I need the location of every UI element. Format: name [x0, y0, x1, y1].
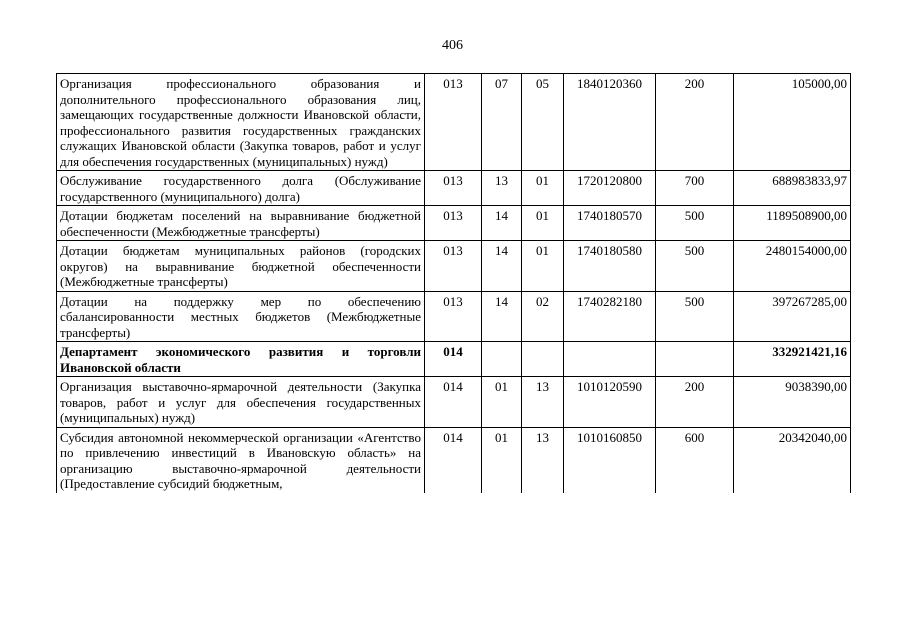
expense-name: Дотации на поддержку мер по обеспечению сбалансированности местных бюджетов (Межбюджетные трансферты): [57, 291, 425, 342]
section-code: 14: [482, 241, 522, 292]
expense-type-code: 600: [656, 427, 734, 493]
ministry-code: 013: [425, 241, 482, 292]
expense-name: Организация профессионального образования и дополнительного профессионального образования лиц, замещающих государственные должности Ивановской области, профессионального развития государственных гражданских служащих Ивановской области (Закупка товаров, работ и услуг для обеспечения государственных (муниципальных) нужд): [57, 74, 425, 171]
ministry-code: 013: [425, 74, 482, 171]
expense-type-code: 200: [656, 74, 734, 171]
expense-type-code: 500: [656, 241, 734, 292]
department-row: [57, 342, 851, 377]
target-code: 1840120360: [564, 74, 656, 171]
section-code: 14: [482, 206, 522, 241]
table-row: [57, 171, 851, 206]
amount: 9038390,00: [734, 377, 851, 428]
expense-type-code: 700: [656, 171, 734, 206]
amount: 1189508900,00: [734, 206, 851, 241]
amount: 20342040,00: [734, 427, 851, 493]
amount: 397267285,00: [734, 291, 851, 342]
subsection-code: 13: [522, 377, 564, 428]
section-code: 01: [482, 377, 522, 428]
amount: 2480154000,00: [734, 241, 851, 292]
amount: 688983833,97: [734, 171, 851, 206]
expense-name: Дотации бюджетам поселений на выравнивание бюджетной обеспеченности (Межбюджетные трансферты): [57, 206, 425, 241]
ministry-code: 014: [425, 377, 482, 428]
target-code: 1740180570: [564, 206, 656, 241]
department-name: Департамент экономического развития и торговли Ивановской области: [57, 342, 425, 377]
target-code: 1720120800: [564, 171, 656, 206]
department-total-amount: 332921421,16: [734, 342, 851, 377]
ministry-code: 013: [425, 206, 482, 241]
expense-name: Субсидия автономной некоммерческой организации «Агентство по привлечению инвестиций в Ивановскую область» на организацию выставочно-ярмарочной деятельности (Предоставление субсидий бюджетным,: [57, 427, 425, 493]
expense-type-code: 500: [656, 291, 734, 342]
expense-type-code: 500: [656, 206, 734, 241]
ministry-code: 014: [425, 427, 482, 493]
table-row: [57, 291, 851, 342]
section-code: 13: [482, 171, 522, 206]
target-code: 1010120590: [564, 377, 656, 428]
section-code: 07: [482, 74, 522, 171]
section-code: [482, 342, 522, 377]
section-code: 01: [482, 427, 522, 493]
subsection-code: 01: [522, 171, 564, 206]
expense-type-code: [656, 342, 734, 377]
expense-name: Организация выставочно-ярмарочной деятельности (Закупка товаров, работ и услуг для обеспечения государственных (муниципальных) нужд): [57, 377, 425, 428]
expense-name: Дотации бюджетам муниципальных районов (городских округов) на выравнивание бюджетной обеспеченности (Межбюджетные трансферты): [57, 241, 425, 292]
subsection-code: 02: [522, 291, 564, 342]
subsection-code: [522, 342, 564, 377]
subsection-code: 01: [522, 206, 564, 241]
expense-name: Обслуживание государственного долга (Обслуживание государственного (муниципального) долга): [57, 171, 425, 206]
budget-table: [56, 73, 851, 493]
subsection-code: 13: [522, 427, 564, 493]
expense-type-code: 200: [656, 377, 734, 428]
table-row: [57, 377, 851, 428]
table-row: [57, 74, 851, 171]
amount: 105000,00: [734, 74, 851, 171]
subsection-code: 05: [522, 74, 564, 171]
table-row: [57, 241, 851, 292]
target-code: 1740282180: [564, 291, 656, 342]
section-code: 14: [482, 291, 522, 342]
table-row: [57, 206, 851, 241]
subsection-code: 01: [522, 241, 564, 292]
target-code: 1010160850: [564, 427, 656, 493]
ministry-code: 013: [425, 291, 482, 342]
target-code: 1740180580: [564, 241, 656, 292]
ministry-code: 013: [425, 171, 482, 206]
target-code: [564, 342, 656, 377]
table-row: [57, 427, 851, 493]
page-number: 406: [442, 38, 463, 53]
ministry-code: 014: [425, 342, 482, 377]
